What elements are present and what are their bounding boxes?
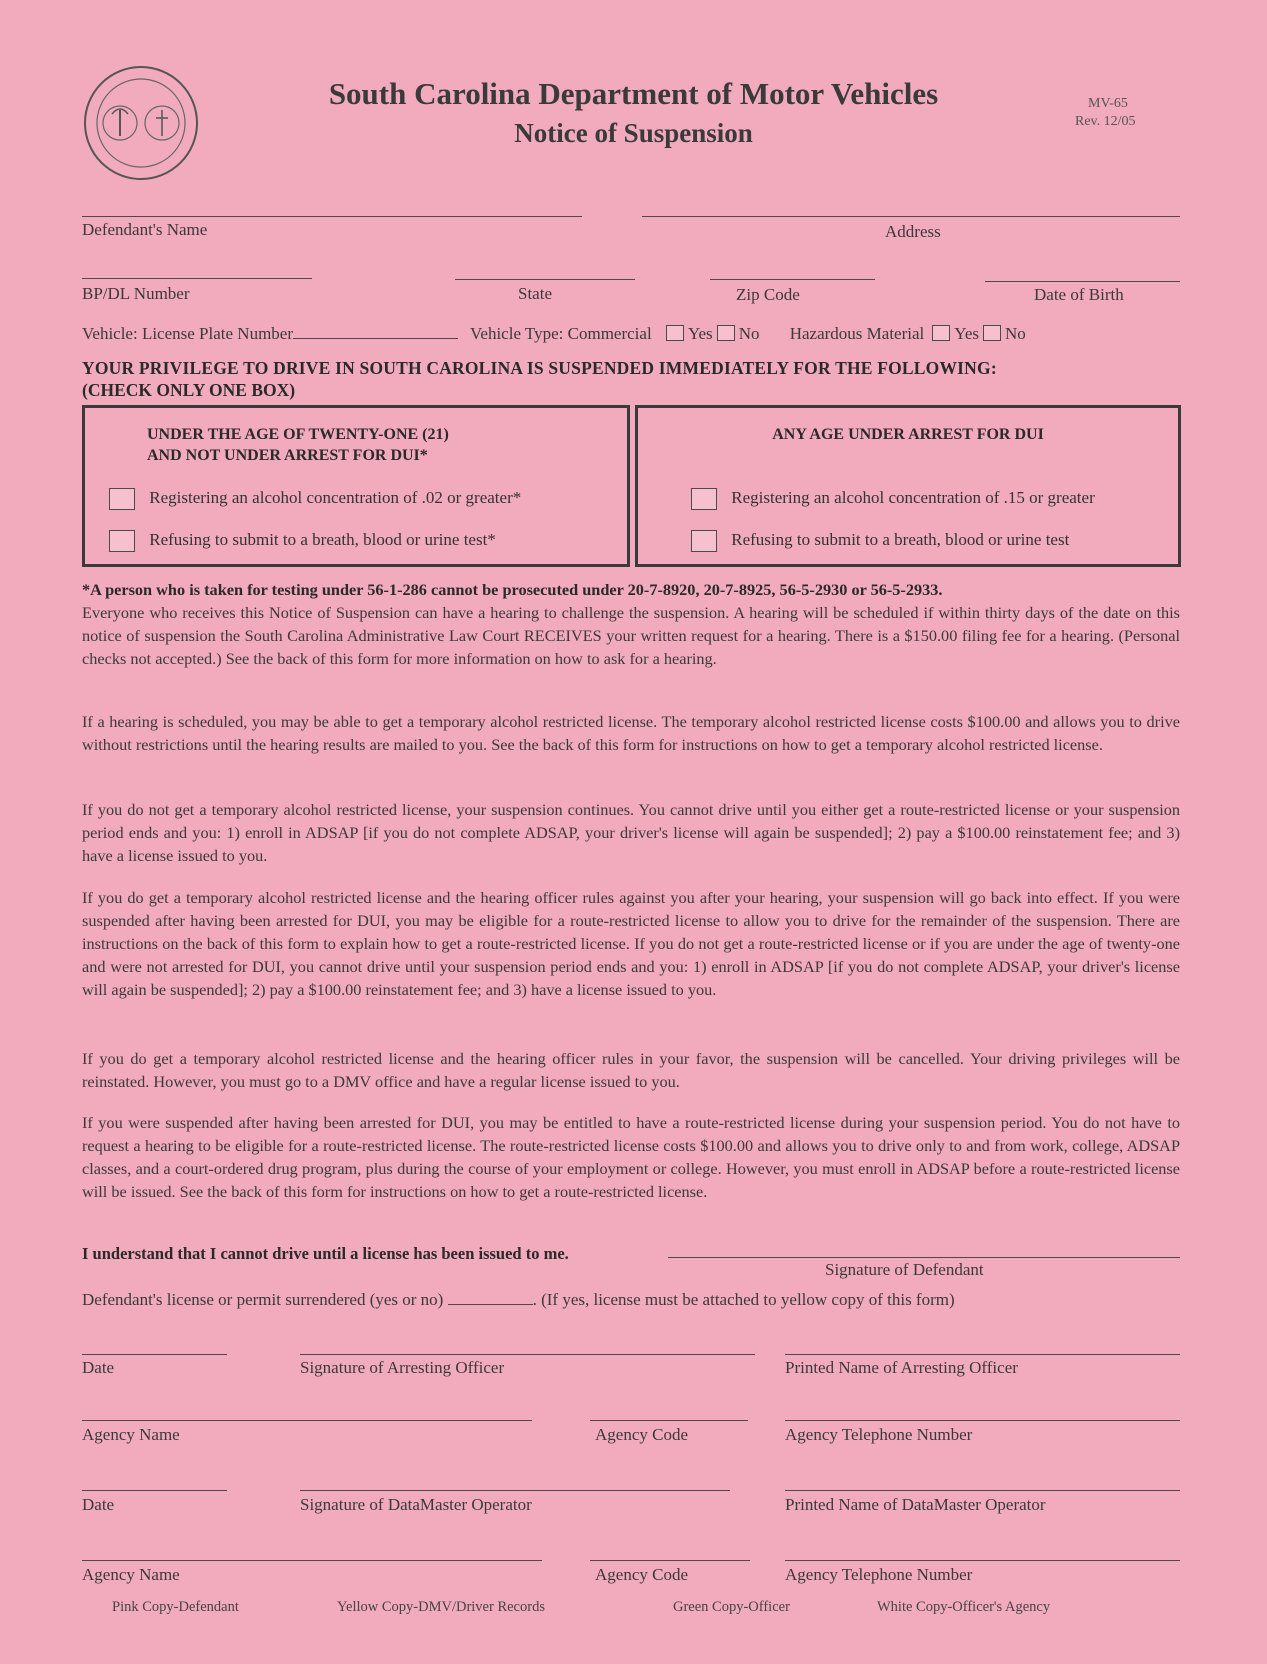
dob-label: Date of Birth: [1034, 285, 1124, 304]
commercial-yes-checkbox[interactable]: [666, 325, 684, 341]
surrender-input-line[interactable]: [448, 1304, 533, 1305]
arresting-officer-signature-label: Signature of Arresting Officer: [300, 1358, 505, 1377]
plate-label: Vehicle: License Plate Number: [82, 324, 294, 343]
paragraph-route-restricted: If you were suspended after having been arrested for DUI, you may be entitled to have a route-restricted license during your suspension period. You do not have to request a hearing to be eligible for a route-restricted license. The route-restricted license costs $100.00 and allows you to drive only to and from work, college, ADSAP classes, and a court-ordered drug program, plus during the course of your employment or college. However, you must enroll in ADSAP before a route-restricted license will be issued. See the back of this form for instructions on how to get a route-restricted license.: [82, 1113, 1180, 1201]
copy-white: White Copy-Officer's Agency: [877, 1599, 1051, 1615]
copy-yellow: Yellow Copy-DMV/Driver Records: [337, 1599, 545, 1615]
agency-phone-line-2[interactable]: [785, 1560, 1180, 1561]
bpdl-label: BP/DL Number: [82, 284, 190, 303]
defendant-signature-line[interactable]: [668, 1257, 1180, 1258]
arrest-date-line[interactable]: [82, 1354, 227, 1355]
form-number: MV-65: [1088, 96, 1128, 111]
agency-code-line-2[interactable]: [590, 1560, 750, 1561]
surrender-note: . (If yes, license must be attached to yellow copy of this form): [532, 1290, 955, 1309]
agency-name-line-2[interactable]: [82, 1560, 542, 1561]
form-title: Notice of Suspension: [514, 118, 753, 148]
hazmat-yes-checkbox[interactable]: [932, 325, 950, 341]
agency-name-line-1[interactable]: [82, 1420, 532, 1421]
under-21-refusal-label: Refusing to submit to a breath, blood or urine test*: [149, 530, 496, 549]
paragraph-hearing: Everyone who receives this Notice of Suspension can have a hearing to challenge the suspension. A hearing will be scheduled if within thirty days of the date on this notice of suspension the South Carolina Administrative Law Court RECEIVES your written request for a hearing. There is a $150.00 filing fee for a hearing. (Personal checks not accepted.) See the back of this form for more information on how to ask for a hearing.: [82, 603, 1180, 668]
datamaster-name-label: Printed Name of DataMaster Operator: [785, 1495, 1046, 1514]
arresting-officer-signature-line[interactable]: [300, 1354, 755, 1355]
hazmat-no-checkbox[interactable]: [983, 325, 1001, 341]
agency-name-label-1: Agency Name: [82, 1425, 180, 1444]
datamaster-signature-line[interactable]: [300, 1490, 730, 1491]
commercial-no-checkbox[interactable]: [717, 325, 735, 341]
test-date-label: Date: [82, 1495, 115, 1514]
surrender-label: Defendant's license or permit surrendered (yes or no): [82, 1290, 444, 1309]
privilege-subheading: (CHECK ONLY ONE BOX): [82, 380, 296, 400]
acknowledge-statement: I understand that I cannot drive until a license has been issued to me.: [82, 1244, 569, 1263]
defendant-signature-label: Signature of Defendant: [825, 1260, 984, 1279]
state-line[interactable]: [455, 279, 635, 280]
bpdl-line[interactable]: [82, 278, 312, 279]
zip-label: Zip Code: [736, 285, 800, 304]
test-date-line[interactable]: [82, 1490, 227, 1491]
zip-line[interactable]: [710, 279, 875, 280]
agency-phone-label-1: Agency Telephone Number: [785, 1425, 973, 1444]
under-21-bac-label: Registering an alcohol concentration of .02 or greater*: [149, 488, 522, 507]
paragraph-temporary-license: If a hearing is scheduled, you may be able to get a temporary alcohol restricted license. The temporary alcohol restricted license costs $100.00 and allows you to drive without restrictions until the hearing results are mailed to you. See the back of this form for instructions on how to get a temporary alcohol restricted license.: [82, 712, 1180, 754]
dui-refusal-label: Refusing to submit to a breath, blood or urine test: [731, 530, 1070, 549]
commercial-no-label: No: [738, 324, 760, 343]
under-21-title-2: AND NOT UNDER ARREST FOR DUI*: [147, 447, 428, 464]
state-label: State: [518, 284, 552, 303]
vehicle-type-label: Vehicle Type: Commercial: [470, 324, 652, 343]
vehicle-row: [82, 324, 1026, 344]
copy-green: Green Copy-Officer: [673, 1599, 790, 1615]
dui-box: [635, 405, 1181, 567]
arresting-officer-name-line[interactable]: [785, 1354, 1180, 1355]
paragraph-rules-against: If you do get a temporary alcohol restricted license and the hearing officer rules against you after your hearing, your suspension will go back into effect. If you were suspended after having been arrested for DUI, you may be eligible for a route-restricted license to allow you to drive for the remainder of the suspension. There are instructions on the back of this form to explain how to get a route-restricted license. If you do not get a route-restricted license or if you are under the age of twenty-one and were not arrested for DUI, you cannot drive until your suspension period ends and you: 1) enroll in ADSAP [if you do not complete ADSAP, your driver's license will again be suspended]; 2) pay a $100.00 reinstatement fee; and 3) have a license issued to you.: [82, 888, 1180, 999]
privilege-heading: YOUR PRIVILEGE TO DRIVE IN SOUTH CAROLINA IS SUSPENDED IMMEDIATELY FOR THE FOLLOWING:: [82, 358, 997, 378]
agency-phone-line-1[interactable]: [785, 1420, 1180, 1421]
plate-line[interactable]: [293, 338, 458, 339]
agency-code-line-1[interactable]: [590, 1420, 748, 1421]
dui-refusal-checkbox[interactable]: [691, 530, 717, 552]
defendant-name-line[interactable]: [82, 216, 582, 217]
under-21-bac-checkbox[interactable]: [109, 488, 135, 510]
copy-pink: Pink Copy-Defendant: [112, 1599, 239, 1615]
defendant-name-label: Defendant's Name: [82, 220, 208, 239]
commercial-yes-label: Yes: [687, 324, 713, 343]
paragraph-no-temporary-license: If you do not get a temporary alcohol restricted license, your suspension continues. You cannot drive until you either get a route-restricted license or your suspension period ends and you: 1) enroll in ADSAP [if you do not complete ADSAP, your driver's license will again be suspended]; 2) pay a $100.00 reinstatement fee; and 3) have a license issued to you.: [82, 800, 1180, 865]
agency-name-label-2: Agency Name: [82, 1565, 180, 1584]
agency-code-label-1: Agency Code: [595, 1425, 689, 1444]
surrender-row: [82, 1290, 955, 1310]
agency-title: South Carolina Department of Motor Vehicles: [328, 76, 939, 111]
form-revision: Rev. 12/05: [1075, 114, 1136, 129]
datamaster-name-line[interactable]: [785, 1490, 1180, 1491]
under-21-option-1: [109, 488, 521, 510]
address-label: Address: [885, 222, 941, 241]
hazmat-label: Hazardous Material: [789, 324, 925, 343]
dui-option-2: [691, 530, 1069, 552]
agency-code-label-2: Agency Code: [595, 1565, 689, 1584]
under-21-box: [82, 405, 630, 567]
address-line[interactable]: [642, 216, 1180, 217]
testing-footnote: *A person who is taken for testing under 56-1-286 cannot be prosecuted under 20-7-8920, 20-7-8925, 56-5-2930 or 56-5-2933.: [82, 580, 943, 599]
under-21-refusal-checkbox[interactable]: [109, 530, 135, 552]
agency-phone-label-2: Agency Telephone Number: [785, 1565, 973, 1584]
dui-bac-checkbox[interactable]: [691, 488, 717, 510]
dui-title: ANY AGE UNDER ARREST FOR DUI: [772, 426, 1044, 443]
under-21-title-1: UNDER THE AGE OF TWENTY-ONE (21): [147, 426, 449, 443]
dob-line[interactable]: [985, 281, 1180, 282]
hazmat-no-label: No: [1005, 324, 1026, 343]
arresting-officer-name-label: Printed Name of Arresting Officer: [785, 1358, 1018, 1377]
paragraph-rules-in-favor: If you do get a temporary alcohol restricted license and the hearing officer rules in your favor, the suspension will be cancelled. Your driving privileges will be reinstated. However, you must go to a DMV office and have a regular license issued to you.: [82, 1049, 1180, 1091]
datamaster-signature-label: Signature of DataMaster Operator: [300, 1495, 532, 1514]
under-21-option-2: [109, 530, 496, 552]
dui-option-1: [691, 488, 1095, 510]
dui-bac-label: Registering an alcohol concentration of .15 or greater: [731, 488, 1095, 507]
hazmat-yes-label: Yes: [954, 324, 979, 343]
arrest-date-label: Date: [82, 1358, 115, 1377]
